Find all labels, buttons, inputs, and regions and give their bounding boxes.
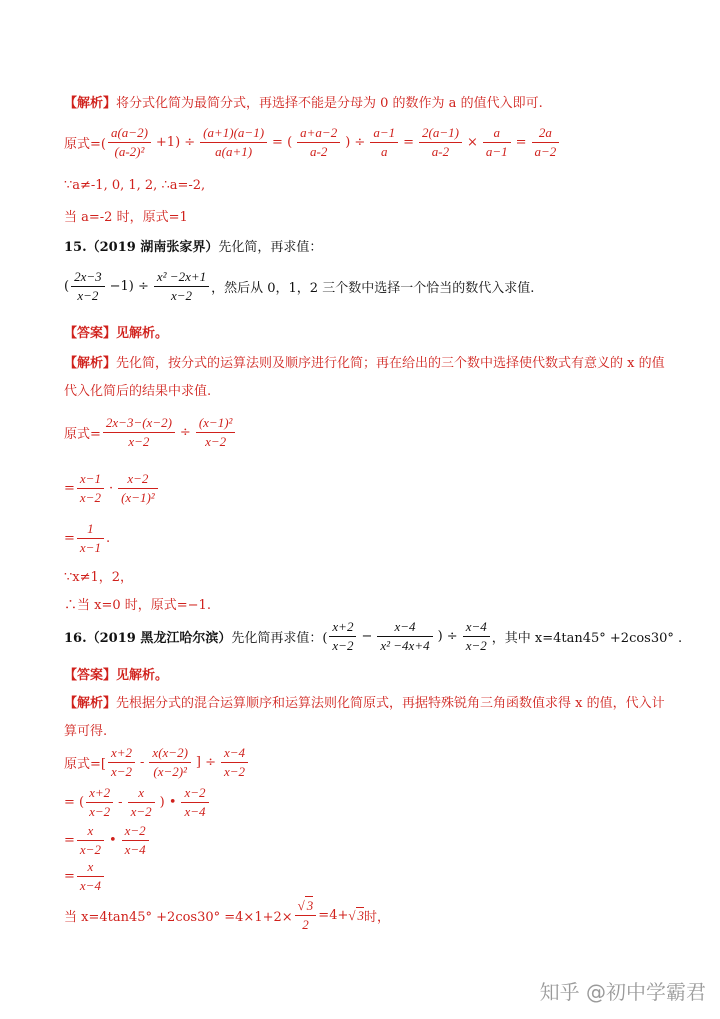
question-15-step-2 <box>64 470 160 507</box>
fraction: $\frac{x-2}{\text{(x−1)²}}$ <box>118 470 158 507</box>
analysis-tag: 【解析】 <box>64 96 117 111</box>
question-number: 16.（2019 黑龙江哈尔滨） <box>64 631 232 646</box>
formula-lead: = <box>64 833 75 848</box>
operator: - <box>118 795 123 810</box>
fraction: $\frac{2(a-1)}{a-2}$ <box>419 124 462 161</box>
formula-lead: = ( <box>64 795 85 810</box>
operator: ] ÷ <box>195 755 217 770</box>
fraction: $\frac{2x-3}{x-2}$ <box>71 268 105 305</box>
question-number: 15.（2019 湖南张家界） <box>64 240 219 255</box>
question-15-expression: ( $\frac{2x-3}{x-2}$ −1) ÷ $\frac{\text{x² −2x+1}}{x-2}$ ，然后从 0，1，2 三个数中选择一个恰当的数代入求值. <box>64 269 535 303</box>
operator: × <box>466 135 478 150</box>
question-tail: ，然后从 0，1，2 三个数中选择一个恰当的数代入求值. <box>211 281 535 296</box>
question-16-analysis-1 <box>64 692 665 711</box>
question-instruction: 先化简，再求值： <box>218 240 323 255</box>
question-16-step-1 <box>64 744 250 781</box>
operator: −1) ÷ <box>109 279 149 294</box>
analysis-text: 将分式化简为最简分式，再选择不能是分母为 0 的数作为 a 的值代入即可. <box>116 96 543 111</box>
fraction: $\frac{1}{x-1}$ <box>77 520 104 557</box>
question-tail: ，其中 x=4tan45° +2cos30° . <box>491 631 683 646</box>
question-16-title <box>64 618 682 655</box>
operator: = <box>515 135 527 150</box>
fraction: $\frac{x}{x-2}$ <box>128 784 155 821</box>
analysis-tag: 【解析】 <box>64 356 117 371</box>
watermark: 知乎 @初中学霸君 <box>539 980 706 1004</box>
operator: ) ÷ <box>437 629 458 644</box>
question-15-analysis-2: 代入化简后的结果中求值. <box>64 384 212 399</box>
question-15-result: ∴当 x=0 时，原式=−1. <box>64 598 211 613</box>
question-instruction: 先化简再求值：( <box>231 631 328 646</box>
formula-lead: 当 x=4tan45° +2cos30° =4×1+2× <box>64 909 293 925</box>
fraction: $\frac{x-1}{x-2}$ <box>77 470 104 507</box>
fraction: $\frac{x-4}{x-2}$ <box>463 618 490 655</box>
analysis-tag: 【解析】 <box>64 696 117 711</box>
fraction: $\frac{(a+1)(a-1)}{a(a+1)}$ <box>200 124 267 161</box>
fraction: $\frac{a(a-2)}{\text{(a-2)²}}$ <box>108 124 151 161</box>
operator: − <box>361 629 373 644</box>
formula-lead: 原式=[ <box>64 757 106 772</box>
operator: • <box>108 833 117 848</box>
formula-tail: . <box>105 531 111 546</box>
question-16-analysis-2: 算可得. <box>64 724 108 739</box>
fraction: $\frac{2x-3-(x-2)}{x-2}$ <box>103 414 175 451</box>
fraction: $\frac{a}{a-1}$ <box>483 124 511 161</box>
question-16-step-3 <box>64 822 151 859</box>
question-16-step-4 <box>64 858 106 895</box>
question-15-analysis-1 <box>64 352 665 371</box>
question-16-step-2 <box>64 784 211 821</box>
fraction: $\frac{x+2}{x-2}$ <box>329 618 356 655</box>
square-root: √ 3 <box>348 907 364 923</box>
operator: = <box>403 135 414 150</box>
analysis-14-line <box>64 92 543 111</box>
fraction: $\frac{x-2}{x-4}$ <box>122 822 149 859</box>
fraction: $\frac{x(x-2)}{\text{(x−2)²}}$ <box>149 744 190 781</box>
fraction: $\frac{x-4}{\text{x² −4x+4}}$ <box>377 618 432 655</box>
question-15-title <box>64 236 322 255</box>
formula-tail: 时， <box>364 909 391 925</box>
question-15-condition: ∵x≠1，2， <box>64 570 134 585</box>
formula-mid: =4+ <box>318 907 349 923</box>
operator: · <box>108 481 114 496</box>
fraction: $\frac{\text{(x−1)²}}{x-2}$ <box>196 414 236 451</box>
formula-lead: = <box>64 531 75 546</box>
fraction: $\frac{x+2}{x-2}$ <box>108 744 135 781</box>
formula-lead: = <box>64 869 75 884</box>
fraction: $\frac{\text{x² −2x+1}}{x-2}$ <box>154 268 209 305</box>
formula-lead: 原式=( <box>64 137 106 152</box>
fraction: $\frac{a-1}{a}$ <box>370 124 398 161</box>
operator: ) • <box>159 795 177 810</box>
fraction: $\frac{x-4}{x-2}$ <box>221 744 248 781</box>
analysis-14-formula <box>64 124 561 161</box>
formula-lead: 原式= <box>64 427 101 442</box>
operator: ÷ <box>179 425 191 440</box>
fraction: $\frac{x+2}{x-2}$ <box>86 784 113 821</box>
fraction: $\frac{2a}{a-2}$ <box>532 124 560 161</box>
fraction: $\frac{√ 3}{2}$ <box>295 896 317 934</box>
question-16-final <box>64 896 390 934</box>
analysis-text: 先化简，按分式的运算法则及顺序进行化简；再在给出的三个数中选择使代数式有意义的 x 的值 <box>116 356 665 371</box>
fraction: $\frac{a+a-2}{a-2}$ <box>297 124 340 161</box>
fraction: $\frac{x-2}{x-4}$ <box>181 784 208 821</box>
question-15-step-1 <box>64 414 237 451</box>
analysis-14-condition: ∵a≠-1, 0, 1, 2, ∴a=-2, <box>64 178 206 193</box>
fraction: $\frac{x}{x-4}$ <box>77 858 104 895</box>
question-15-answer: 【答案】见解析。 <box>64 326 169 341</box>
operator: - <box>140 755 145 770</box>
operator: ) ÷ <box>345 135 366 150</box>
operator: = ( <box>272 135 293 150</box>
fraction: $\frac{x}{x-2}$ <box>77 822 104 859</box>
formula-lead: = <box>64 481 75 496</box>
analysis-text: 先根据分式的混合运算顺序和运算法则化简原式，再据特殊锐角三角函数值求得 x 的值，代入计 <box>116 696 665 711</box>
operator: +1) ÷ <box>155 135 196 150</box>
question-15-step-3 <box>64 520 110 557</box>
analysis-14-result: 当 a=-2 时，原式=1 <box>64 210 188 225</box>
question-16-answer: 【答案】见解析。 <box>64 668 169 683</box>
